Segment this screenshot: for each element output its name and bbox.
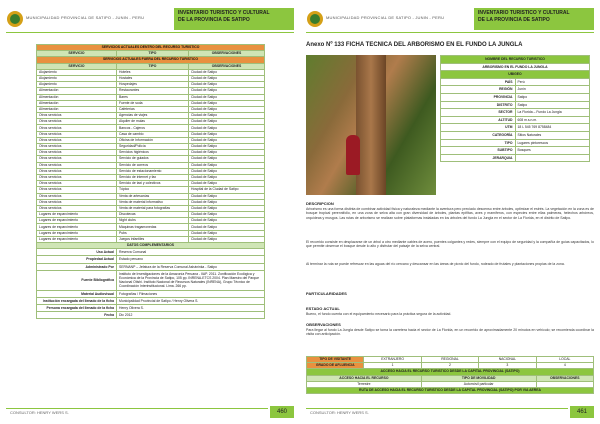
- service-cell: Otros servicios: [37, 181, 117, 187]
- service-cell: Ciudad de Satipo: [189, 113, 265, 119]
- page-footer: [306, 406, 594, 418]
- service-cell: Ciudad de Satipo: [189, 162, 265, 168]
- service-cell: Lugares de esparcimiento: [37, 218, 117, 224]
- service-cell: Ciudad de Satipo: [189, 131, 265, 137]
- service-cell: Hoteles: [117, 69, 189, 75]
- service-cell: Alquiler de mulas: [117, 119, 189, 125]
- service-cell: Servicio de correos: [117, 162, 189, 168]
- service-cell: Bancos - Cajeros: [117, 125, 189, 131]
- column-header: OBSERVACIONES: [189, 63, 265, 69]
- service-cell: Otros servicios: [37, 156, 117, 162]
- current-state-text: Bueno, el fundo cuenta con el equipamiento necesario para la práctica segura de la actividad.: [306, 312, 452, 316]
- service-cell: Ciudad de Satipo: [189, 212, 265, 218]
- info-row: [37, 290, 265, 297]
- service-cell: Ciudad de Satipo: [189, 224, 265, 230]
- service-cell: Ciudad de Satipo: [189, 94, 265, 100]
- access-cell: Automóvil particular: [421, 381, 536, 387]
- info-label: Propiedad Actual: [37, 256, 117, 263]
- info-value: Instituto de Investigaciones de la Amazonía Peruana - IIAP. 2011. Zonificación Ecológica y Económica de la Provincia de Satipo, 105 pp. INRENA-ETCS 2004. Plan Maestro del Parque Nacional Otishi. Instituto Nacional de Recursos Naturales (INRENA), Grupo Técnico de Coordinación Interinstitucional. Lima. 266 pp.: [117, 270, 265, 290]
- service-cell: Ciudad de Satipo: [189, 106, 265, 112]
- service-cell: Otros servicios: [37, 187, 117, 193]
- sheet-row: [441, 101, 590, 109]
- service-cell: Alojamiento: [37, 75, 117, 81]
- info-label: Administrado Por: [37, 263, 117, 270]
- visitor-type: LOCAL: [536, 357, 593, 363]
- service-cell: Discotecas: [117, 212, 189, 218]
- service-cell: Otros servicios: [37, 193, 117, 199]
- service-cell: Ciudad de Satipo: [189, 236, 265, 242]
- inventory-title: INVENTARIO TURISTICO Y CULTURAL DE LA PROVINCIA DE SATIPO: [474, 8, 594, 30]
- service-cell: Ciudad de Satipo: [189, 230, 265, 236]
- service-cell: Casa de cambio: [117, 131, 189, 137]
- service-cell: Ciudad de Satipo: [189, 205, 265, 211]
- municipality-name: MUNICIPALIDAD PROVINCIAL DE SATIPO - JUNIN - PERU: [326, 15, 445, 20]
- sheet-row: [441, 116, 590, 124]
- access-heading: ACCESO HACIA EL RECURSO TURISTICO DESDE LA CAPITAL PROVINCIAL (SATIPO): [307, 369, 594, 375]
- info-row: [37, 256, 265, 263]
- service-cell: Alimentación: [37, 94, 117, 100]
- info-row: [37, 263, 265, 270]
- sheet-value: Bosques: [515, 147, 590, 155]
- sheet-row: [441, 93, 590, 101]
- sheet-row: [441, 139, 590, 147]
- service-cell: Otros servicios: [37, 168, 117, 174]
- service-cell: Servicio de guiados: [117, 156, 189, 162]
- sheet-label: CATEGORÍA: [441, 131, 516, 139]
- info-label: Fuente Bibliográfica: [37, 270, 117, 290]
- service-cell: Lugares de esparcimiento: [37, 224, 117, 230]
- info-value: Fotografías / Filmaciones: [117, 290, 265, 297]
- sheet-value: [515, 154, 590, 162]
- info-row: [37, 270, 265, 290]
- service-cell: Alimentación: [37, 106, 117, 112]
- services-rows: [37, 69, 265, 242]
- service-cell: Ciudad de Satipo: [189, 181, 265, 187]
- sheet-value: 18 L 545 769 8758484: [515, 124, 590, 132]
- service-cell: Bares: [117, 94, 189, 100]
- service-cell: Ciudad de Satipo: [189, 69, 265, 75]
- description-paragraph: El recorrido consiste en desplazarse de un árbol a otro mediante cables de acero, puentes colgantes y redes, siempre con el equipo de seguridad y la compañía de guías capacitados, lo que permite observar el bosque desde lo alto y disfrutar del paisaje de la selva central.: [306, 240, 594, 249]
- visitor-type: NACIONAL: [479, 357, 536, 363]
- service-cell: Alojamiento: [37, 69, 117, 75]
- service-cell: Otros servicios: [37, 144, 117, 150]
- info-value: Estado peruano: [117, 256, 265, 263]
- visitor-type: EXTRANJERO: [364, 357, 421, 363]
- municipal-seal-icon: [306, 10, 324, 28]
- service-cell: Servicio de internet y fax: [117, 174, 189, 180]
- service-cell: Ciudad de Satipo: [189, 193, 265, 199]
- service-cell: Seguridad/Policía: [117, 144, 189, 150]
- info-value: Dic 2012: [117, 312, 265, 319]
- page-header: [306, 8, 594, 30]
- observations-text: Para llegar al fundo La Jungla desde Satipo se toma la carretera hacia el sector de La Florida, en un recorrido de aproximadamente 20 minutos en vehículo; se recomienda coordinar la visita con anticipación.: [306, 328, 594, 337]
- footer-rule: [6, 408, 268, 409]
- climber-figure: [346, 135, 360, 175]
- section-heading: DATOS COMPLEMENTARIOS: [37, 243, 265, 249]
- sheet-row: [441, 78, 590, 86]
- sheet-row: [441, 124, 590, 132]
- sheet-value: 608 m.s.n.m.: [515, 116, 590, 124]
- sheet-label: SUBTIPO: [441, 147, 516, 155]
- header-rule: [306, 32, 594, 33]
- section-heading: SERVICIOS ACTUALES FUERA DEL RECURSO TURISTICO: [37, 57, 265, 63]
- service-cell: Ciudad de Satipo: [189, 218, 265, 224]
- service-cell: Otros servicios: [37, 199, 117, 205]
- info-row: [37, 249, 265, 256]
- service-cell: Cafeterías: [117, 106, 189, 112]
- description-heading: DESCRIPCION: [306, 201, 334, 206]
- service-cell: Otros servicios: [37, 131, 117, 137]
- description-paragraph: Arborismo es una forma distinta de combinar actividad física y naturaleza mediante la aventura pero preciado descenso entre árboles, optimizar el estrés. La vegetación en la zona es de bosque tropical perennifolio, en una zona de selva alta con gran diversidad de árboles, plantas epífitas, aves y mamíferos, con especies entre ellas palmeras, helechos arbóreos, orquídeas y musgos. Las rutas de arborismo se realizan sobre plataformas instaladas en los árboles del fundo La Jungla en el sector de La Florida, en el distrito de Satipo.: [306, 207, 594, 220]
- service-cell: Ciudad de Satipo: [189, 119, 265, 125]
- description-paragraph: Al terminar la ruta se puede refrescar en las aguas del río cercano y descansar en las áreas de picnic del fundo, rodeado de frutales y plantaciones propias de la zona.: [306, 262, 565, 266]
- resource-name: ARBORISMO EN EL FUNDO LA JUNGLA: [441, 63, 590, 71]
- info-label: Material Audiovisual: [37, 290, 117, 297]
- service-cell: Ciudad de Satipo: [189, 144, 265, 150]
- services-table: [36, 44, 265, 319]
- service-cell: Ciudad de Satipo: [189, 75, 265, 81]
- service-cell: Hospedajes: [117, 82, 189, 88]
- info-label: Fecha: [37, 312, 117, 319]
- service-cell: Ciudad de Satipo: [189, 150, 265, 156]
- column-header: SERVICIO: [37, 51, 117, 57]
- consultant-name: CONSULTOR: HENRY WERS S.: [10, 410, 69, 415]
- page-header: [6, 8, 294, 30]
- page-number: 461: [570, 406, 594, 418]
- service-cell: Alimentación: [37, 88, 117, 94]
- service-cell: Otros servicios: [37, 205, 117, 211]
- service-cell: Venta de artesanías: [117, 193, 189, 199]
- service-cell: Ciudad de Satipo: [189, 168, 265, 174]
- info-label: Persona encargada del llenado de la ficha: [37, 305, 117, 312]
- service-cell: Ciudad de Satipo: [189, 174, 265, 180]
- info-value: Henry Olivera S.: [117, 305, 265, 312]
- column-header: TIPO: [117, 63, 189, 69]
- visitor-access-table: [306, 356, 594, 394]
- column-header: SERVICIO: [37, 63, 117, 69]
- service-cell: Otros servicios: [37, 174, 117, 180]
- sheet-row: [441, 147, 590, 155]
- access-column-header: TIPO DE MOVILIDAD: [421, 375, 536, 381]
- affluence-level: 2: [421, 363, 478, 369]
- service-cell: Ciudad de Satipo: [189, 199, 265, 205]
- service-cell: Servicio de estacionamiento: [117, 168, 189, 174]
- sheet-value: Lugares pintorescos: [515, 139, 590, 147]
- inventory-title: INVENTARIO TURISTICO Y CULTURAL DE LA PROVINCIA DE SATIPO: [174, 8, 294, 30]
- sheet-value: Junín: [515, 86, 590, 94]
- sheet-label: PAÍS: [441, 78, 516, 86]
- service-cell: Ciudad de Satipo: [189, 156, 265, 162]
- service-cell: Otros servicios: [37, 162, 117, 168]
- header-rule: [6, 32, 294, 33]
- sheet-label: PROVINCIA: [441, 93, 516, 101]
- sheet-row: [441, 131, 590, 139]
- service-cell: Hostales: [117, 75, 189, 81]
- service-cell: Night clubs: [117, 218, 189, 224]
- service-cell: Alimentación: [37, 100, 117, 106]
- access-cell: Terrestre: [307, 381, 422, 387]
- sheet-label: ALTITUD: [441, 116, 516, 124]
- info-value: SERNANP – Jefatura de la Reserva Comunal Asháninka - Satipo: [117, 263, 265, 270]
- service-cell: Agencias de viajes: [117, 113, 189, 119]
- info-value: Reserva Comunal: [117, 249, 265, 256]
- service-cell: Servicios higiénicos: [117, 150, 189, 156]
- service-cell: Ciudad de Satipo: [189, 88, 265, 94]
- service-cell: Juegos infantiles: [117, 236, 189, 242]
- service-cell: Alojamiento: [37, 82, 117, 88]
- info-label: Uso Actual: [37, 249, 117, 256]
- service-cell: Otros servicios: [37, 137, 117, 143]
- service-cell: Ciudad de Satipo: [189, 137, 265, 143]
- sheet-label: TIPO: [441, 139, 516, 147]
- service-cell: Restaurantes: [117, 88, 189, 94]
- affluence-heading: GRADO DE AFLUENCIA: [307, 363, 364, 369]
- info-row: [37, 297, 265, 304]
- column-header: TIPO: [117, 51, 189, 57]
- service-cell: Otros servicios: [37, 150, 117, 156]
- info-row: [37, 312, 265, 319]
- service-cell: Otros servicios: [37, 119, 117, 125]
- service-cell: Oficina de Información: [117, 137, 189, 143]
- service-cell: Lugares de esparcimiento: [37, 212, 117, 218]
- info-row: [37, 305, 265, 312]
- page-footer: [6, 406, 294, 418]
- complementary-data: [37, 249, 265, 319]
- info-label: Institución encargada del llenado de la ficha: [37, 297, 117, 304]
- service-cell: Otros servicios: [37, 125, 117, 131]
- sheet-value: Satipo: [515, 101, 590, 109]
- service-cell: Hospital de la Ciudad de Satipo: [189, 187, 265, 193]
- sheet-row: [441, 86, 590, 94]
- sheet-row: [441, 109, 590, 117]
- access-column-header: OBSERVACIONES: [536, 375, 593, 381]
- service-cell: Ciudad de Satipo: [189, 125, 265, 131]
- service-cell: Pubs: [117, 230, 189, 236]
- affluence-level: 4: [536, 363, 593, 369]
- sheet-label: JERARQUIA: [441, 154, 516, 162]
- particularities-heading: PARTICULARIDADES: [306, 291, 347, 296]
- section-heading: SERVICIOS ACTUALES DENTRO DEL RECURSO TURISTICO: [37, 45, 265, 51]
- visitor-type: REGIONAL: [421, 357, 478, 363]
- footer-rule: [306, 408, 568, 409]
- annex-title: Anexo Nº 133 FICHA TECNICA DEL ARBORISMO EN EL FUNDO LA JUNGLA: [306, 42, 523, 48]
- access-column-header: ACCESO HACIA EL RECURSO: [307, 375, 422, 381]
- consultant-name: CONSULTOR: HENRY WERS S.: [310, 410, 369, 415]
- service-cell: Máquinas tragamonedas: [117, 224, 189, 230]
- canopy-tree-photo: [306, 55, 436, 195]
- resource-sheet-table: [440, 55, 590, 162]
- service-cell: Servicio de taxi y colectivos: [117, 181, 189, 187]
- observations-heading: OBSERVACIONES: [306, 322, 341, 327]
- ubigeo-heading: UBIGEO: [441, 71, 590, 79]
- visitor-type-heading: TIPO DE VISITANTE: [307, 357, 364, 363]
- sheet-label: DISTRITO: [441, 101, 516, 109]
- affluence-level: 3: [479, 363, 536, 369]
- sheet-value: Sitios Naturales: [515, 131, 590, 139]
- municipal-seal-icon: [6, 10, 24, 28]
- service-cell: Venta de material para fotografías: [117, 205, 189, 211]
- page-number: 460: [270, 406, 294, 418]
- tree-trunk: [356, 55, 386, 195]
- sheet-value: La Florida – Fundo La Jungla: [515, 109, 590, 117]
- municipality-name: MUNICIPALIDAD PROVINCIAL DE SATIPO - JUNIN - PERU: [26, 15, 145, 20]
- info-value: Municipalidad Provincial de Satipo / Henry Olivera S.: [117, 297, 265, 304]
- sheet-rows: [441, 78, 590, 162]
- service-cell: Lugares de esparcimiento: [37, 230, 117, 236]
- sheet-label: SECTOR: [441, 109, 516, 117]
- service-cell: Ciudad de Satipo: [189, 100, 265, 106]
- service-cell: Venta de material informativo: [117, 199, 189, 205]
- sheet-label: UTM: [441, 124, 516, 132]
- service-cell: Tópico: [117, 187, 189, 193]
- sheet-heading: NOMBRE DEL RECURSO TURISTICO: [441, 56, 590, 64]
- service-cell: Lugares de esparcimiento: [37, 236, 117, 242]
- route-heading: RUTA DE ACCESO HACIA EL RECURSO TURISTICO DESDE LA CAPITAL PROVINCIAL (SATIPO) POR VIA AEREA: [307, 387, 594, 393]
- service-cell: Ciudad de Satipo: [189, 82, 265, 88]
- column-header: OBSERVACIONES: [189, 51, 265, 57]
- service-cell: Fuente de soda: [117, 100, 189, 106]
- current-state-heading: ESTADO ACTUAL: [306, 306, 340, 311]
- sheet-row: [441, 154, 590, 162]
- sheet-value: Satipo: [515, 93, 590, 101]
- sheet-label: REGIÓN: [441, 86, 516, 94]
- sheet-value: Perú: [515, 78, 590, 86]
- affluence-level: 1: [364, 363, 421, 369]
- service-cell: Otros servicios: [37, 113, 117, 119]
